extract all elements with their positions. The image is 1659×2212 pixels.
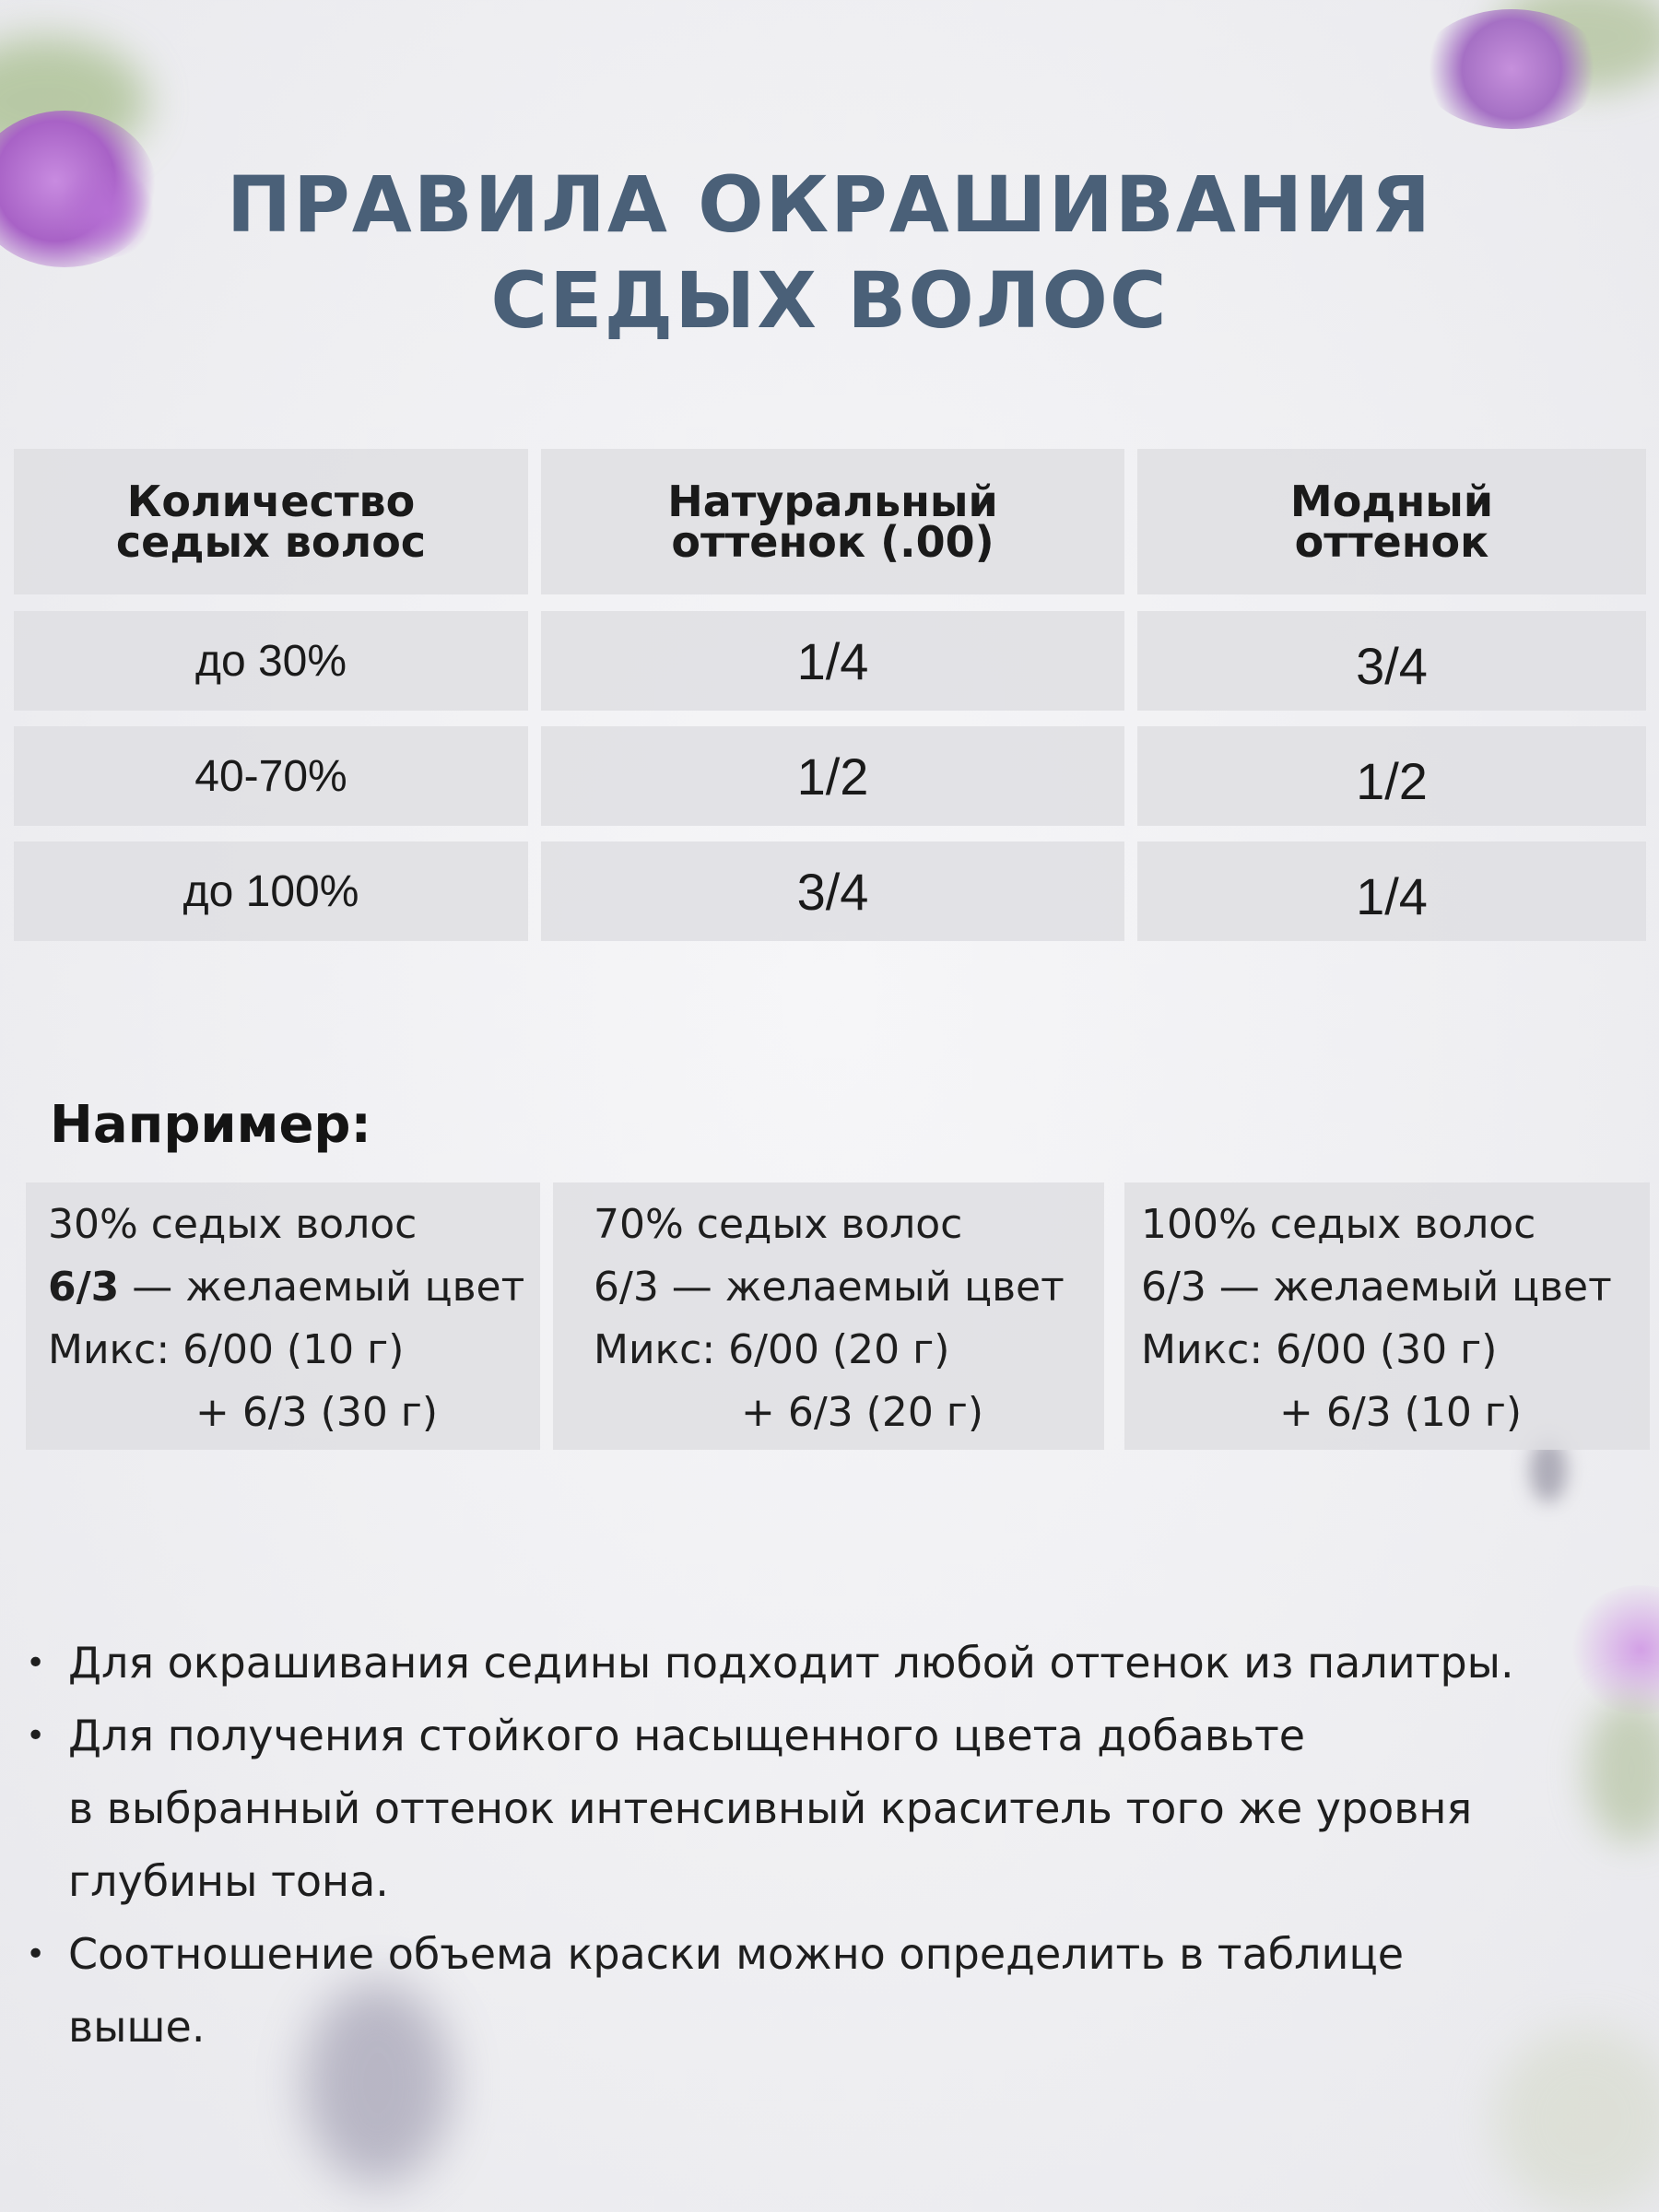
row1-fashion-ratio: 3/4 [1137, 611, 1646, 711]
header-fashion-shade-line1: Модный [1289, 477, 1494, 526]
example-card-30-title: 30% седых волос [48, 1201, 418, 1248]
example-card-70-mix: Микс: 6/00 (20 г) [594, 1326, 950, 1373]
example-card-100-mix: Микс: 6/00 (30 г) [1141, 1326, 1498, 1373]
example-card-70-desired [594, 1256, 1104, 1319]
example-card-70-title: 70% седых волос [594, 1201, 963, 1248]
note-1-line-1: Для окрашивания седины подходит любой оттенок из палитры. [68, 1638, 1514, 1688]
bullet-icon: • [26, 1644, 46, 1682]
header-natural-shade-line2: оттенок (.00) [671, 517, 994, 567]
example-card-30-desired-text: — желаемый цвет [119, 1264, 525, 1311]
row1-natural-ratio: 1/4 [541, 611, 1124, 711]
header-fashion-shade [1137, 449, 1646, 594]
example-card-30-desired [48, 1256, 540, 1319]
example-card-30-mix: Микс: 6/00 (10 г) [48, 1326, 405, 1373]
row1-gray-percent: до 30% [14, 611, 528, 711]
page-title-line2: СЕДЫХ ВОЛОС [490, 255, 1169, 346]
example-card-100-code: 6/3 [1141, 1264, 1206, 1311]
header-natural-shade [541, 449, 1124, 594]
note-item [26, 1918, 1630, 2064]
header-fashion-shade-line2: оттенок [1294, 517, 1489, 567]
example-card-30-code: 6/3 [48, 1264, 120, 1311]
row2-natural-ratio: 1/2 [541, 726, 1124, 826]
example-card-70-desired-text: — желаемый цвет [658, 1264, 1065, 1311]
row3-fashion-ratio: 1/4 [1137, 841, 1646, 941]
bullet-icon: • [26, 1936, 46, 1973]
note-item [26, 1700, 1630, 1918]
example-card-70 [553, 1182, 1104, 1450]
row3-gray-percent: до 100% [14, 841, 528, 941]
note-2-line-1: Для получения стойкого насыщенного цвета добавьте [68, 1711, 1306, 1760]
example-card-100-mix-add: + 6/3 (10 г) [1279, 1389, 1523, 1436]
note-item [26, 1627, 1630, 1700]
example-card-70-code: 6/3 [594, 1264, 659, 1311]
notes-list [26, 1627, 1630, 2064]
row2-fashion-ratio: 1/2 [1137, 726, 1646, 826]
example-card-100-desired-text: — желаемый цвет [1206, 1264, 1612, 1311]
row2-gray-percent: 40-70% [14, 726, 528, 826]
example-heading: Например: [50, 1095, 371, 1155]
header-natural-shade-line1: Натуральный [667, 477, 998, 526]
page-title [0, 157, 1659, 348]
page-title-line1: ПРАВИЛА ОКРАШИВАНИЯ [226, 159, 1433, 250]
example-card-100-desired [1141, 1256, 1650, 1319]
row3-natural-ratio: 3/4 [541, 841, 1124, 941]
example-card-100 [1124, 1182, 1650, 1450]
header-gray-hair-line2: седых волос [115, 517, 427, 567]
bullet-icon: • [26, 1717, 46, 1755]
example-card-100-title: 100% седых волос [1141, 1201, 1536, 1248]
header-gray-hair-line1: Количество [126, 477, 416, 526]
note-2-line-2: в выбранный оттенок интенсивный краситель того же уровня [68, 1783, 1473, 1833]
note-3-line-1: Соотношение объема краски можно определить в таблице [68, 1929, 1405, 1979]
note-3-line-2: выше. [68, 2002, 206, 2052]
header-gray-hair [14, 449, 528, 594]
example-card-70-mix-add: + 6/3 (20 г) [741, 1389, 984, 1436]
note-2-line-3: глубины тона. [68, 1856, 389, 1906]
example-card-30 [26, 1182, 540, 1450]
example-card-30-mix-add: + 6/3 (30 г) [195, 1389, 439, 1436]
